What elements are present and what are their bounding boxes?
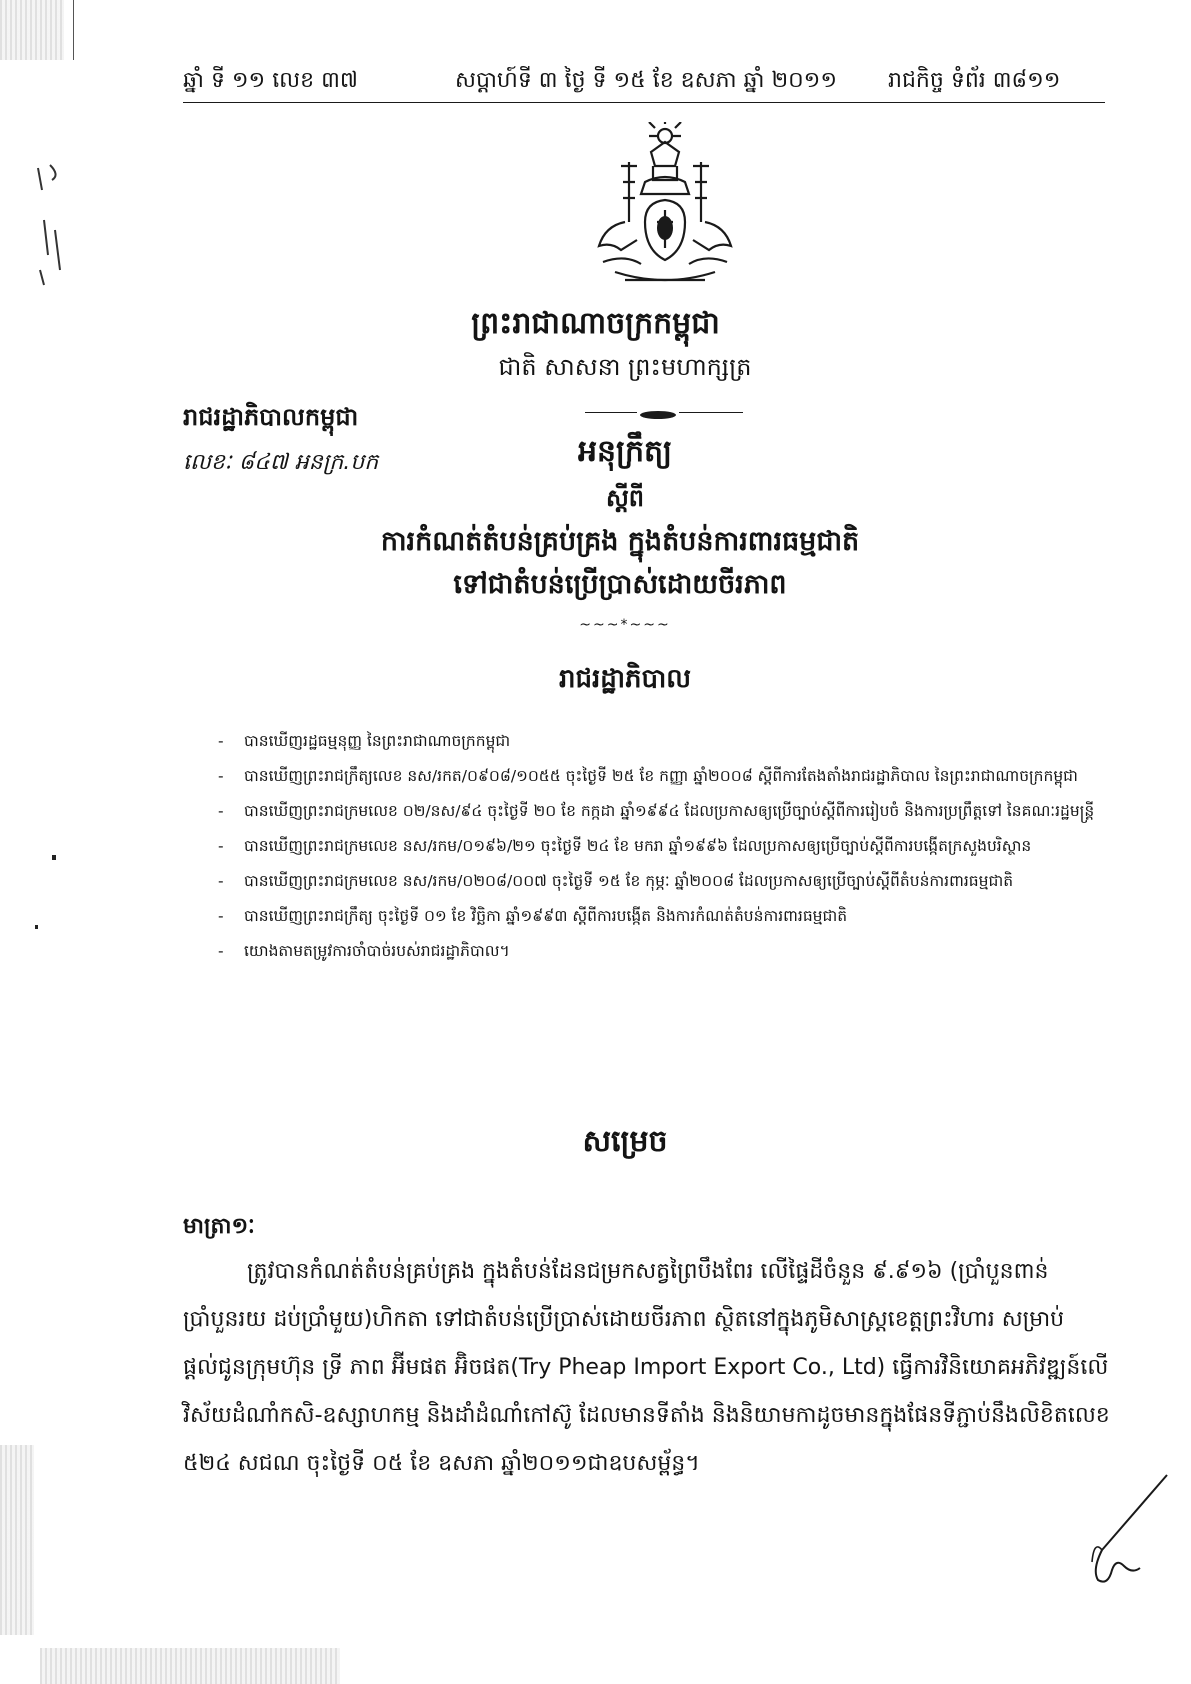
scan-speck: [52, 855, 56, 860]
article-heading: មាត្រា១ៈ: [183, 1214, 255, 1239]
motto-underline-left: [585, 412, 637, 413]
article-body: ត្រូវបានកំណត់តំបន់គ្រប់គ្រង ក្នុងតំបន់ដែនជម្រកសត្វព្រៃបឹងពែរ លើផ្ទៃដីចំនួន ៩.៩១៦ (ប្រាំបួនពាន់ ប្រាំបួនរយ ដប់ប្រាំមួយ)ហិកតា ទៅជាតំបន់ប្រើប្រាស់ដោយចីរភាព ស្ថិតនៅក្នុងភូមិសាស្ត្រខេត្តព្រះវិហារ សម្រាប់ផ្តល់ជូនក្រុមហ៊ុន ទ្រី ភាព អ៊ីមផត អ៊ិចផត(Try Pheap Import Export Co., Ltd) ធ្វើការវិនិយោគអភិវឌ្ឍន៍លើវិស័យដំណាំកសិ-ឧស្សាហកម្ម និងដាំដំណាំកៅស៊ូ ដែលមានទីតាំង និងនិយាមកាដូចមានក្នុងផែនទីភ្ជាប់នឹងលិខិតលេខ ៥២៤ សជណ ចុះថ្ងៃទី ០៥ ខែ ឧសភា ឆ្នាំ២០១១ជាឧបសម្ព័ន្ធ។: [183, 1259, 1110, 1476]
scan-edge-top-left: [0, 0, 64, 60]
visa-item: - បានឃើញព្រះរាជក្រមលេខ នស/រកម/០១៩៦/២១ ចុះថ្ងៃទី ២៤ ខែ មករា ឆ្នាំ១៩៩៦ ដែលប្រកាសឲ្យប្រើច្បាប់ស្តីពីការបង្កើតក្រសួងបរិស្ថាន: [218, 832, 1098, 860]
subject-word: ស្តីពី: [605, 484, 645, 512]
visa-item: - យោងតាមតម្រូវការចាំបាច់របស់រាជរដ្ឋាភិបាល។: [218, 937, 1098, 965]
scan-edge-left-bottom: [0, 1445, 34, 1635]
scan-speck: [35, 925, 38, 929]
decision-heading: សម្រេច: [582, 1124, 668, 1159]
kingdom-name: ព្រះរាជាណាចក្រកម្ពុជា: [471, 306, 720, 341]
title-ornament: ~~~*~~~: [579, 617, 671, 633]
title-line-1: ការកំណត់តំបន់គ្រប់គ្រង ក្នុងតំបន់ការពារធម្មជាតិ: [380, 526, 860, 557]
scan-edge-bottom: [40, 1648, 340, 1684]
visa-item: - បានឃើញព្រះរាជក្រមលេខ នស/រកម/០២០៨/០០៧ ចុះថ្ងៃទី ១៥ ខែ កុម្ភៈ ឆ្នាំ២០០៨ ដែលប្រកាសឲ្យប្រើច្បាប់ស្តីពីតំបន់ការពារធម្មជាតិ: [218, 867, 1098, 895]
visa-item: - បានឃើញព្រះរាជក្រមលេខ ០២/នស/៩៤ ចុះថ្ងៃទី ២០ ខែ កក្កដា ឆ្នាំ១៩៩៤ ដែលប្រកាសឲ្យប្រើច្បាប់ស្តីពីការរៀបចំ និងការប្រព្រឹត្តទៅ នៃគណៈរដ្ឋមន្ត្រី: [218, 797, 1098, 825]
motto-underline-ornament: [637, 406, 679, 418]
initials-signature-icon: [1062, 1470, 1172, 1590]
gazette-date: សប្តាហ៍ទី ៣ ថ្ងៃ ទី ១៥ ខែ ឧសភា ឆ្នាំ ២០១១: [455, 68, 837, 93]
national-motto: ជាតិ សាសនា ព្រះមហាក្សត្រ: [498, 353, 752, 381]
document-type: អនុក្រឹត្យ: [577, 434, 673, 469]
visa-item: - បានឃើញព្រះរាជក្រឹត្យ ចុះថ្ងៃទី ០១ ខែ វិច្ឆិកា ឆ្នាំ១៩៩៣ ស្តីពីការបង្កើត និងការកំណត់តំបន់ការពារធម្មជាតិ: [218, 902, 1098, 930]
title-line-2: ទៅជាតំបន់ប្រើប្រាស់ដោយចីរភាព: [453, 569, 787, 600]
royal-coat-of-arms-icon: [585, 122, 745, 290]
government-name: រាជរដ្ឋាភិបាលកម្ពុជា: [183, 403, 359, 431]
visa-item: - បានឃើញព្រះរាជក្រឹត្យលេខ នស/រកត/០៩០៨/១០៥៥ ចុះថ្ងៃទី ២៥ ខែ កញ្ញា ឆ្នាំ២០០៨ ស្តីពីការតែងតាំងរាជរដ្ឋាភិបាល នៃព្រះរាជាណាចក្រកម្ពុជា: [218, 762, 1098, 790]
visa-item: - បានឃើញរដ្ឋធម្មនុញ្ញ នៃព្រះរាជាណាចក្រកម្ពុជា: [218, 727, 1098, 755]
document-number: លេខៈ ៨៤៧ អនក្រ.បក: [183, 450, 379, 475]
issuing-authority: រាជរដ្ឋាភិបាល: [558, 664, 692, 694]
header-rule: [183, 102, 1105, 103]
visa-list: [218, 727, 1098, 972]
gazette-year-issue: ឆ្នាំ ទី ១១ លេខ ៣៧: [183, 68, 358, 93]
scan-vertical-line: [73, 0, 74, 60]
margin-mark: [30, 160, 75, 290]
gazette-page-number: រាជកិច្ច ទំព័រ ៣៨១១: [888, 68, 1061, 93]
motto-underline-right: [679, 412, 743, 413]
